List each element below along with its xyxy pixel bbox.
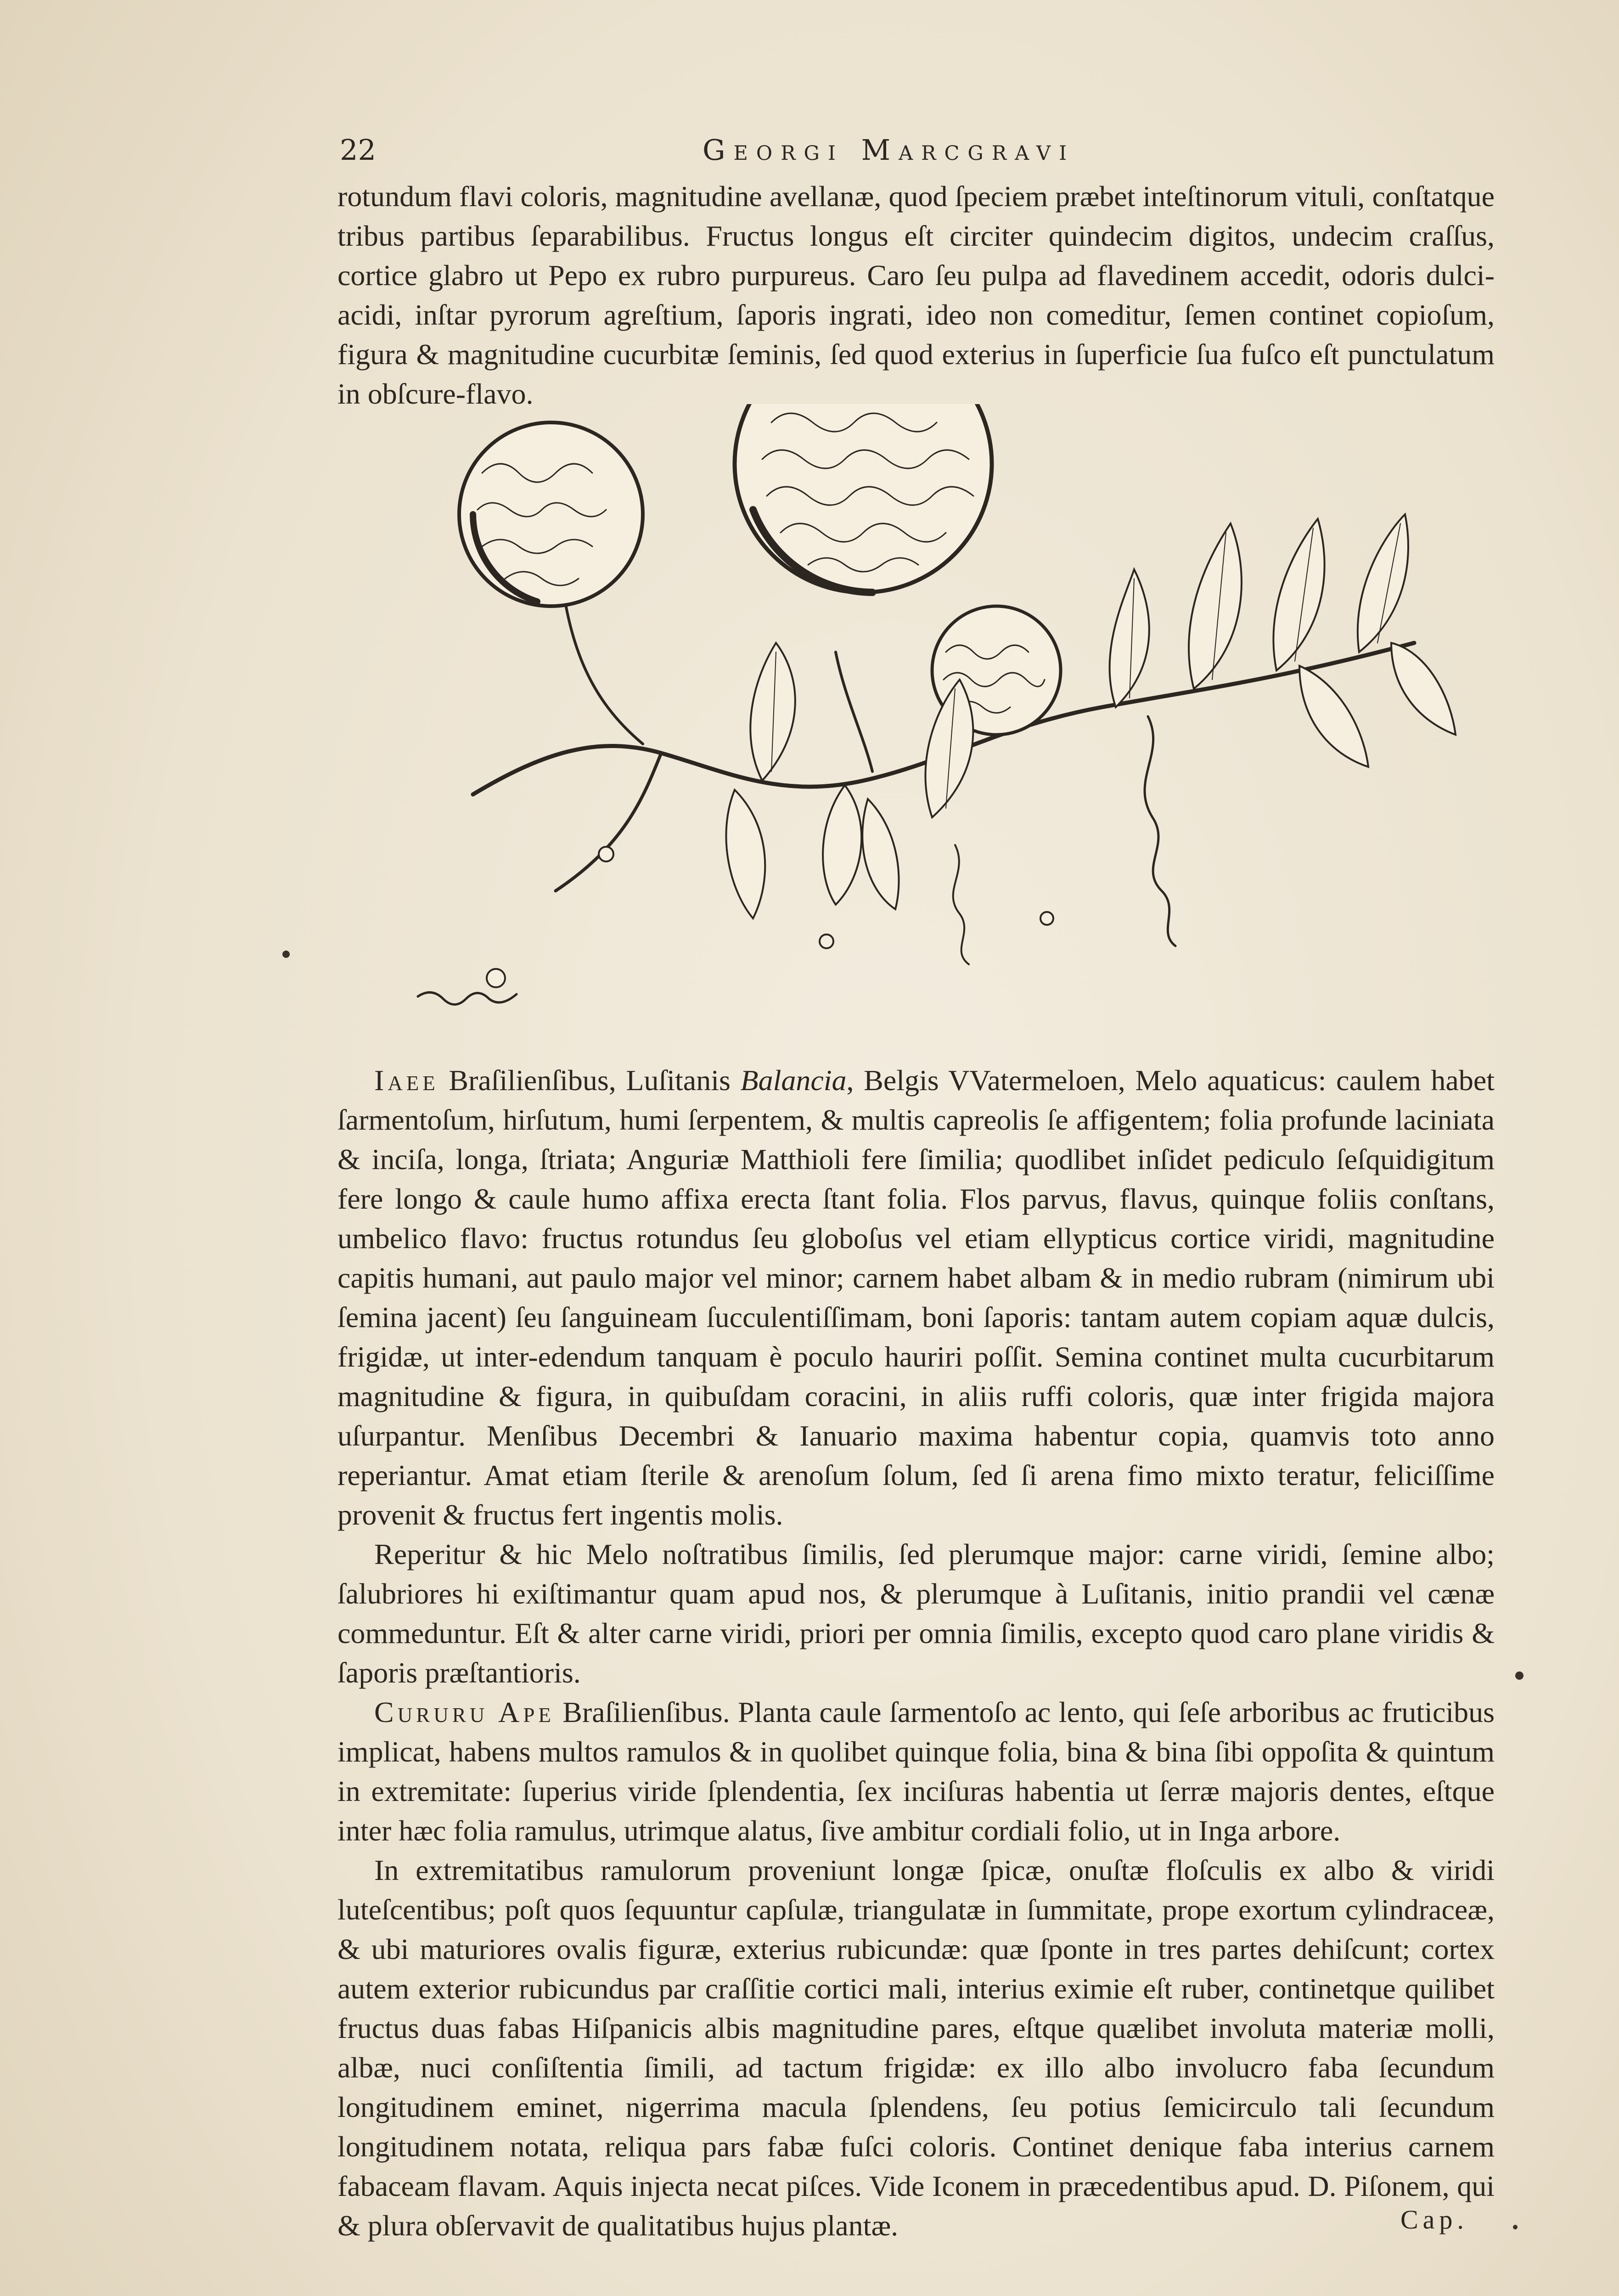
paragraph-melo: Reperitur & hic Melo noſtratibus ſimilis, ſed plerumque major: carne viridi, ſemine albo; ſalubriores hi exiſtimantur quam apud nos, & plerumque à Luſitanis, initio prandii vel cænæ commeduntur. Eſt & alter carne viridi, priori per omnia ſimilis, excepto quod caro plane viridis & ſaporis præſtantioris. xyxy=(337,1538,1495,1689)
page-number: 22 xyxy=(340,133,376,167)
tendril-left xyxy=(418,992,517,1004)
running-head-author: Georgi Marcgravi xyxy=(703,133,1075,167)
fruit-stalk-large xyxy=(836,652,872,771)
paragraph-cururu xyxy=(337,1693,1495,1851)
lead-word: Iaee xyxy=(374,1064,439,1097)
tendril-right xyxy=(1145,716,1175,946)
lead-word: Cururu Ape xyxy=(374,1696,555,1728)
woodcut-figure xyxy=(404,404,1488,1056)
watermelon-vine-illustration xyxy=(404,404,1488,1056)
top-text-block xyxy=(337,177,1495,414)
ink-speck xyxy=(1515,1671,1523,1680)
italic-word: Balancia xyxy=(740,1064,847,1097)
fruit-left xyxy=(459,422,643,606)
ink-speck xyxy=(1513,2225,1518,2229)
main-text-block xyxy=(337,1061,1495,2245)
paragraph-text: Braſilienſibus. Planta caule ſarmentoſo ac lento, qui ſeſe arboribus ac fruticibus implicat, habens multos ramulos & in quolibet quinque folia, bina & bina ſibi oppoſita & quintum in extremitate: ſuperius viride ſplendentia, ſex inciſuras habentia ut ſerræ majoris dentes, eſtque inter hæc folia ramulus, utrimque alatus, ſive ambitur cordiali folio, ut in Inga arbore. xyxy=(337,1696,1495,1847)
paragraph-iaee xyxy=(337,1061,1495,1535)
catchword: Cap. xyxy=(1400,2205,1468,2234)
paragraph-text: , Belgis VVatermeloen, Melo aquaticus: caulem habet ſarmentoſum, hirſutum, humi ſerpentem, & multis capreolis ſe affigentem; folia profunde laciniata & inciſa, longa, ſtriata; Anguriæ Matthioli fere ſimilia; quodlibet inſidet pediculo ſeſquidigitum fere longo & caule humo affixa erecta ſtant folia. Flos parvus, flavus, quinque foliis conſtans, umbelico flavo: fructus rotundus ſeu globoſus vel etiam ellypticus cortice viridi, magnitudine capitis humani, aut paulo major vel minor; carnem habet albam & in medio rubram (nimirum ubi ſemina jacent) ſeu ſanguineam ſucculentiſſimam, boni ſaporis: tantam autem copiam aquæ dulcis, frigidæ, ut inter-edendum tanquam è poculo hauriri poſſit. Semina continet multa cucurbitarum magnitudine & figura, in quibuſdam coracini, in aliis ruffi coloris, quæ inter frigida majora uſurpantur. Menſibus Decembri & Ianuario maxima habentur copia, quamvis toto anno reperiantur. Amat etiam ſterile & arenoſum ſolum, ſed ſi arena fimo mixto teratur, feliciſſime provenit & fructus fert ingentis molis. xyxy=(337,1064,1495,1531)
ink-speck xyxy=(282,951,290,958)
running-head xyxy=(340,133,1488,174)
tendril-mid xyxy=(953,845,969,964)
fruit-large xyxy=(735,404,992,592)
flower-buds xyxy=(487,847,1053,987)
paragraph-text: Braſilienſibus, Luſitanis xyxy=(438,1064,741,1097)
vine-branch xyxy=(556,753,661,891)
paragraph-extremitatibus: In extremitatibus ramulorum proveniunt longæ ſpicæ, onuſtæ floſculis ex albo & viridi luteſcentibus; poſt quos ſequuntur capſulæ, triangulatæ in ſummitate, prope exortum cylindraceæ, & ubi maturiores ovalis figuræ, exterius rubicundæ: quæ ſponte in tres partes dehiſcunt; cortex autem exterior rubicundus par craſſitie cortici mali, interius eximie eſt ruber, continetque quilibet fructus duas fabas Hiſpanicis albis magnitudine pares, eſtque quælibet involuta materiæ molli, albæ, nuci conſiſtentia ſimili, ad tactum frigidæ: ex illo albo involucro faba ſecundum longitudinem eminet, nigerrima macula ſplendens, ſeu potius ſemicirculo tali ſecundum longitudinem notata, reliqua pars fabæ fuſci coloris. Continet denique faba interius carnem fabaceam flavam. Aquis injecta necat piſces. Vide Iconem in præcedentibus apud. D. Piſonem, qui & plura obſervavit de qualitatibus hujus plantæ. xyxy=(337,1854,1495,2242)
top-paragraph: rotundum flavi coloris, magnitudine avellanæ, quod ſpeciem præbet inteſtinorum vituli, conſtatque tribus partibus ſeparabilibus. Fructus longus eſt circiter quindecim digitos, undecim craſſus, cortice glabro ut Pepo ex rubro purpureus. Caro ſeu pulpa ad flavedinem accedit, odoris dulci-acidi, inſtar pyrorum agreſtium, ſaporis ingrati, ideo non comeditur, ſemen continet copioſum, figura & magnitudine cucurbitæ ſeminis, ſed quod exterius in ſuperficie ſua fuſco eſt punctulatum in obſcure-flavo. xyxy=(337,180,1495,410)
